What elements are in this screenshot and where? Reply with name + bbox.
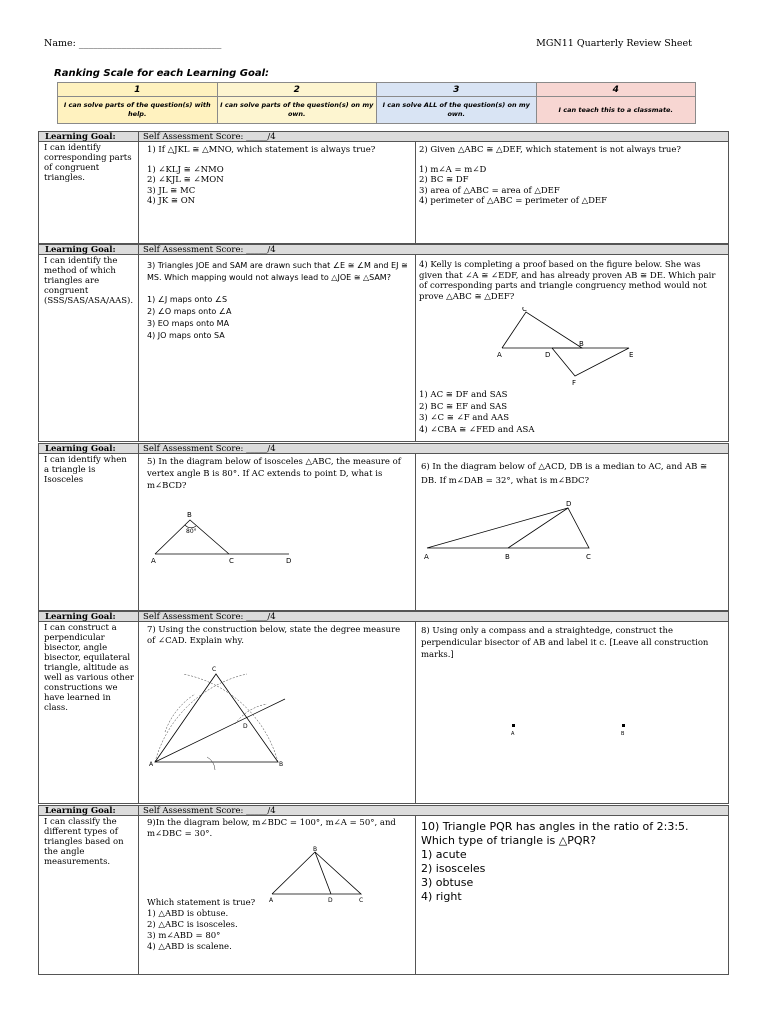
learning-goal-text: I can identify when a triangle is Isosceles [44, 455, 127, 485]
section-congruent-parts [38, 131, 729, 244]
question-prompt: Which statement is true? [147, 898, 256, 908]
vertex-label: C [522, 307, 527, 313]
vertex-label: D [328, 897, 333, 904]
vertex-label: B [313, 846, 318, 853]
rank-3-number: 3 [377, 83, 537, 97]
vertex-label: B [579, 340, 584, 348]
learning-goal-label: Learning Goal: [45, 132, 116, 142]
question-2 [419, 145, 724, 207]
sheet-title: MGN11 Quarterly Review Sheet [536, 38, 692, 49]
vertex-label: A [149, 761, 154, 768]
question-stem: 3) Triangles JOE and SAM are drawn such that ∠E ≅ ∠M and EJ ≅ MS. Which mapping would not always lead to △JOE ≅ △SAM? [147, 261, 408, 282]
answer-option: 3) obtuse [421, 876, 474, 889]
ranking-title: Ranking Scale for each Learning Goal: [54, 68, 270, 79]
section-classify-triangles [38, 805, 729, 975]
learning-goal-label: Learning Goal: [45, 444, 116, 454]
question-9-options [147, 898, 409, 953]
question-1 [147, 145, 409, 207]
question-stem: 2) Given △ABC ≅ △DEF, which statement is not always true? [419, 145, 681, 155]
learning-goal-text: I can classify the different types of triangles based on the angle measurements. [44, 817, 124, 867]
learning-goal-label: Learning Goal: [45, 245, 116, 255]
question-6 [421, 460, 725, 488]
learning-goal-text: I can identify corresponding parts of congruent triangles. [44, 143, 132, 183]
self-assessment-score[interactable]: Self Assessment Score: _____/4 [143, 245, 276, 255]
answer-option: 4) ∠CBA ≅ ∠FED and ASA [419, 424, 535, 435]
section-congruence-methods [38, 244, 729, 442]
answer-option: 2) BC ≅ EF and SAS [419, 401, 508, 412]
angle-label: 80° [186, 528, 197, 535]
rank-3-description: I can solve ALL of the question(s) on my own. [377, 97, 537, 124]
question-8 [421, 625, 725, 661]
self-assessment-score[interactable]: Self Assessment Score: _____/4 [143, 612, 276, 622]
self-assessment-score[interactable]: Self Assessment Score: _____/4 [143, 806, 276, 816]
section-header [38, 131, 729, 142]
ranking-scale-table [57, 82, 696, 124]
figure-construction-cad [147, 652, 327, 772]
section-header [38, 244, 729, 255]
answer-option: 2) BC ≅ DF [419, 175, 469, 185]
vertex-label: D [566, 500, 572, 508]
answer-option: 1) △ABD is obtuse. [147, 909, 229, 919]
learning-goal-text: I can identify the method of which triangles are congruent (SSS/SAS/ASA/AAS). [44, 256, 134, 306]
question-3 [147, 260, 411, 342]
vertex-label: D [243, 723, 248, 730]
section-header [38, 611, 729, 622]
answer-option: 3) area of △ABC = area of △DEF [419, 185, 560, 196]
question-stem: 9)In the diagram below, m∠BDC = 100°, m∠A = 50°, and m∠DBC = 30°. [147, 818, 396, 839]
answer-option: 1) m∠A = m∠D [419, 164, 487, 175]
question-stem: 1) If △JKL ≅ △MNO, which statement is always true? [147, 145, 376, 155]
question-stem: 6) In the diagram below of △ACD, DB is a median to AC, and AB ≅ DB. If m∠DAB = 32°, what is m∠BDC? [421, 462, 708, 486]
answer-option: 1) ∠KLJ ≅ ∠NMO [147, 164, 224, 175]
answer-option: 4) △ABD is scalene. [147, 942, 232, 952]
figure-points-ab [509, 722, 639, 742]
answer-option: 2) ∠KJL ≅ ∠MON [147, 175, 224, 185]
vertex-label: B [279, 761, 284, 768]
vertex-label: D [545, 351, 551, 359]
vertex-label: C [212, 666, 217, 673]
vertex-label: A [497, 351, 502, 359]
name-field[interactable]: Name: ______________________________ [44, 38, 222, 49]
question-4 [419, 260, 725, 302]
answer-option: 4) JK ≅ ON [147, 196, 196, 206]
question-5 [147, 456, 409, 492]
self-assessment-score[interactable]: Self Assessment Score: _____/4 [143, 444, 276, 454]
vertex-label: D [286, 557, 292, 564]
learning-goal-label: Learning Goal: [45, 806, 116, 816]
vertex-label: C [229, 557, 234, 564]
vertex-label: B [505, 553, 510, 561]
vertex-label: B [187, 511, 192, 519]
vertex-label: C [359, 897, 364, 904]
answer-option: 3) JL ≅ MC [147, 185, 196, 196]
vertex-label: A [269, 897, 274, 904]
vertex-label: E [629, 351, 634, 359]
question-stem: 4) Kelly is completing a proof based on the figure below. She was given that ∠A ≅ ∠EDF, and has already proven AB ≅ DE. Which pair of corresponding parts and triangle congruency method would not prove △ABC ≅ △DEF? [419, 260, 716, 302]
vertex-label: F [572, 379, 577, 387]
answer-option: 4) JO maps onto SA [147, 331, 225, 340]
question-stem: 7) Using the construction below, state the degree measure of ∠CAD. Explain why. [147, 625, 401, 646]
question-9 [147, 818, 409, 840]
question-7 [147, 625, 409, 647]
figure-triangle-abdc [264, 844, 374, 904]
figure-isosceles-abc [149, 502, 299, 564]
question-4-options [419, 390, 725, 436]
point-label: B [621, 731, 625, 737]
point-label: A [511, 731, 515, 737]
vertex-label: C [586, 553, 591, 561]
figure-triangle-acd [419, 499, 629, 571]
rank-1-number: 1 [58, 83, 218, 97]
question-stem: 10) Triangle PQR has angles in the ratio of 2:3:5. Which type of triangle is △PQR? [421, 820, 689, 847]
answer-option: 3) EO maps onto MA [147, 319, 230, 328]
learning-goal-text: I can construct a perpendicular bisector, angle bisector, equilateral triangle, altitude as well as various other constructions we have learned in class. [44, 623, 134, 713]
rank-4-description: I can teach this to a classmate. [536, 97, 696, 124]
section-header [38, 443, 729, 454]
rank-2-number: 2 [217, 83, 377, 97]
figure-kelly-proof [479, 307, 699, 389]
self-assessment-score[interactable]: Self Assessment Score: _____/4 [143, 132, 276, 142]
question-stem: 8) Using only a compass and a straightedge, construct the perpendicular bisector of AB and label it c. [Leave all construction marks.] [421, 626, 709, 660]
rank-2-description: I can solve parts of the question(s) on my own. [217, 97, 377, 124]
answer-option: 4) right [421, 890, 462, 903]
section-header [38, 805, 729, 816]
answer-option: 1) acute [421, 848, 467, 861]
answer-option: 4) perimeter of △ABC = perimeter of △DEF [419, 196, 608, 206]
answer-option: 2) isosceles [421, 862, 486, 875]
question-10 [421, 820, 721, 904]
answer-option: 1) AC ≅ DF and SAS [419, 390, 508, 400]
rank-1-description: I can solve parts of the question(s) with help. [58, 97, 218, 124]
answer-option: 1) ∠J maps onto ∠S [147, 295, 228, 304]
answer-option: 2) △ABC is isosceles. [147, 920, 238, 930]
section-isosceles [38, 443, 729, 611]
answer-option: 3) ∠C ≅ ∠F and AAS [419, 413, 510, 423]
section-constructions [38, 611, 729, 804]
vertex-label: A [424, 553, 429, 561]
vertex-label: A [151, 557, 156, 564]
question-stem: 5) In the diagram below of isosceles △ABC, the measure of vertex angle B is 80°. If AC extends to point D, what is m∠BCD? [147, 457, 401, 491]
learning-goal-label: Learning Goal: [45, 612, 116, 622]
answer-option: 3) m∠ABD = 80° [147, 931, 221, 941]
answer-option: 2) ∠O maps onto ∠A [147, 307, 232, 316]
rank-4-number: 4 [536, 83, 696, 97]
